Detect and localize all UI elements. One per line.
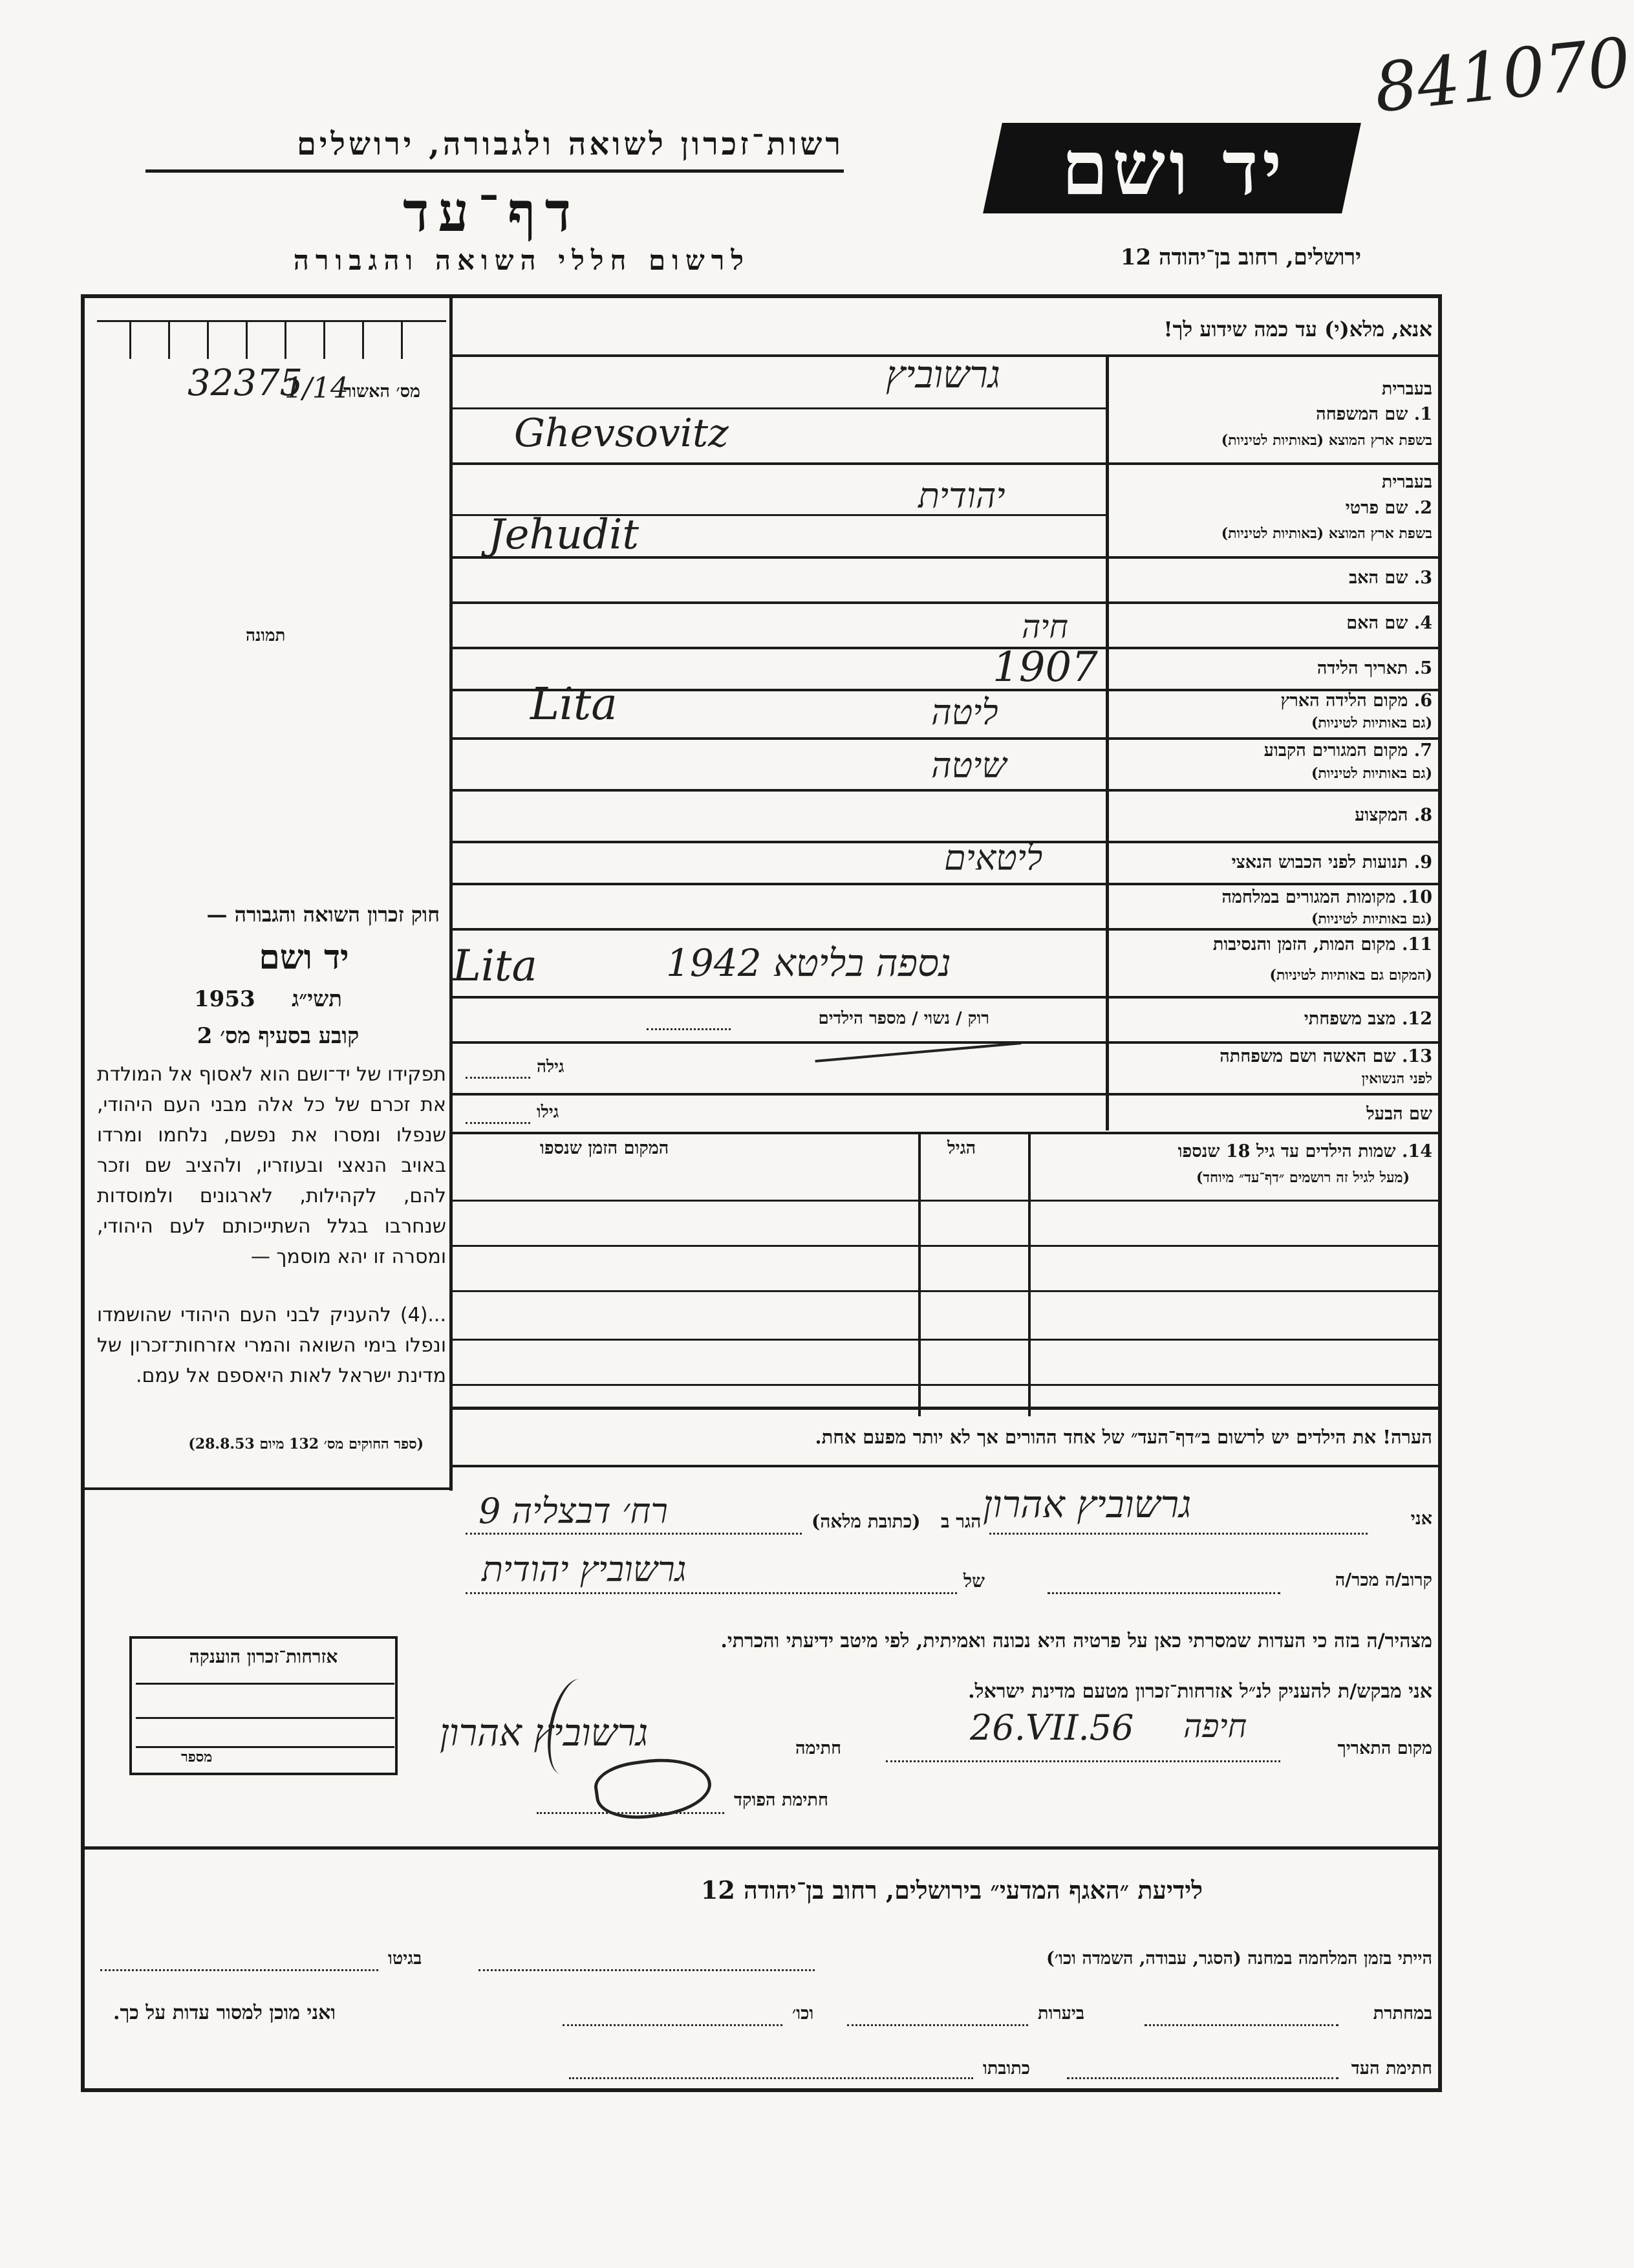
field-12-label: 12. מצב משפחתי — [1304, 1009, 1432, 1029]
husband-age-label: גילו — [537, 1103, 559, 1122]
law-title: חוק זכרון השואה והגבורה — — [206, 902, 440, 927]
number-grid-tick — [323, 320, 325, 359]
field-4-label: 4. שם האם — [1346, 613, 1432, 633]
declarant-resides-label: הגר ב — [941, 1511, 982, 1532]
place-date-line — [886, 1760, 1280, 1762]
declarant-address-label: (כתובת מלאה) — [812, 1511, 921, 1532]
movements: ליטאים — [944, 837, 1043, 878]
row-line — [453, 1132, 1442, 1134]
row-line — [453, 996, 1442, 999]
number-grid-tick — [285, 320, 286, 359]
witness-signature-line — [1067, 2077, 1338, 2079]
citizenship-title: אזרחות־זכרון הוענקה — [189, 1646, 338, 1667]
bottom-section-top-line — [81, 1846, 1442, 1850]
children-place-header: המקום הזמן שנספו — [540, 1138, 669, 1158]
underground-line — [1145, 2024, 1338, 2026]
camp-label: הייתי בזמן המלחמה במחנה (הסגר, עבודה, השמדה וכו׳) — [1046, 1949, 1432, 1969]
declarant-i-label: אני — [1410, 1509, 1432, 1529]
certificate-label: מס׳ האשור — [343, 382, 420, 402]
of-line — [466, 1592, 957, 1594]
death-place-latin: Lita — [453, 941, 537, 991]
declarant-address-line — [466, 1533, 802, 1535]
field-2-sub: בשפת ארץ המוצא (באותיות לטיניות) — [1221, 525, 1432, 542]
citizenship-number-label: מספר — [181, 1749, 213, 1766]
wife-age-line — [466, 1077, 530, 1079]
law-name: יד ושם — [259, 938, 349, 977]
citizenship-line — [136, 1683, 394, 1685]
number-grid-tick — [168, 320, 170, 359]
field-3-label: 3. שם האב — [1349, 568, 1432, 588]
declarant-i-line — [989, 1533, 1368, 1535]
archive-number: 841070 — [1370, 22, 1634, 128]
law-footnote: (ספר החוקים מס׳ 132 מיום 28.8.53) — [188, 1436, 424, 1453]
number-grid-tick — [207, 320, 209, 359]
number-grid-tick — [246, 320, 248, 359]
surname-latin: Ghevsovitz — [514, 411, 729, 456]
hebrew-tag-1: בעברית — [1381, 379, 1432, 399]
row-line — [453, 883, 1442, 885]
number-grid-tick — [362, 320, 364, 359]
row-line — [453, 928, 1442, 931]
citizenship-line — [136, 1717, 394, 1719]
officer-line — [537, 1812, 724, 1814]
place-date-label: מקום התאריך — [1337, 1738, 1432, 1758]
etc-line — [563, 2024, 782, 2026]
certificate-suffix: 1/14 — [285, 372, 349, 405]
children-label: 14. שמות הילדים עד גיל 18 שנספו — [1177, 1141, 1432, 1161]
bottom-title: לידיעת ״האגף המדעי״ בירושלים, רחוב בן־יהודה 12 — [700, 1875, 1203, 1905]
law-year-heb: תשי״ג — [292, 986, 342, 1012]
field-2-label: 2. שם פרטי — [1345, 498, 1432, 518]
field-1-label: 1. שם המשפחה — [1316, 404, 1432, 424]
row-line — [453, 647, 1442, 649]
declarant-name: גרשוביץ אהרון — [983, 1482, 1192, 1526]
field-9-label: 9. תנועות לפני הכבוש הנאצי — [1231, 852, 1432, 872]
underground-label: במחתרת — [1373, 2003, 1432, 2024]
row-line — [453, 407, 1106, 409]
declarant-address: רח׳ דבצליה 9 — [478, 1491, 668, 1531]
authority-name: רשות־זכרון לשואה ולגבורה, ירושלים — [296, 126, 844, 162]
date-value: 26.VII.56 — [970, 1707, 1134, 1748]
field-11-label: 11. מקום המות, הזמן והנסיבות — [1212, 934, 1432, 955]
children-row-line — [453, 1290, 1442, 1292]
forests-line — [847, 2024, 1028, 2026]
marital-count-line — [647, 1028, 731, 1030]
note-top-line — [453, 1407, 1442, 1410]
law-text: תפקידו של יד־ושם הוא לאסוף אל המולדת את זכרם של כל אלה מבני העם היהודי, שנפלו ומסרו את נפשם, נלחמו ומרדו באויב הנאצי ובעוזריו, ולהציב שם וזכר להם, לקהילות, לארגונים ולמוסדות שנחרבו בגלל השתייכותם לעם היהודי, ומסרה זו יהא מוסמך — — [97, 1063, 446, 1268]
first-name-latin: Jehudit — [488, 511, 640, 559]
law-year: 1953 — [194, 986, 255, 1012]
ghetto-label: בגיטו — [388, 1949, 422, 1969]
request-text: אני מבקש/ת להעניק לנ״ל אזרחות־זכרון מטעם מדינת ישראל. — [968, 1680, 1432, 1703]
birth-place-hebrew: ליטה — [931, 692, 998, 733]
number-grid-line — [97, 320, 446, 322]
note-bottom-line — [453, 1465, 1442, 1467]
place-value: חיפה — [1183, 1707, 1247, 1745]
row-line — [453, 737, 1442, 740]
row-line — [453, 1093, 1442, 1096]
birth-date: 1907 — [993, 643, 1098, 691]
field-11-sub: (המקום גם באותיות לטיניות) — [1269, 967, 1432, 984]
row-line — [453, 601, 1442, 604]
children-row-line — [453, 1245, 1442, 1247]
witness-signature-label: חתימת העד — [1351, 2058, 1432, 2079]
row-line — [453, 1041, 1442, 1044]
camp-line — [478, 1969, 815, 1971]
first-name-hebrew: יהודית — [918, 475, 1005, 516]
field-7-sub: (גם באותיות לטיניות) — [1311, 765, 1432, 782]
officer-signature-label: חתימת הפוקד — [734, 1790, 828, 1810]
law-clause: קובע בסעיף מס׳ 2 — [197, 1023, 360, 1049]
declaration-text: מצהיר/ה בזה כי העדות שמסרתי כאן על פרטיה היא נכונה ואמיתית, לפי מיטב ידיעתי והכרתי. — [720, 1630, 1432, 1652]
relation-line — [1048, 1592, 1280, 1594]
testimony-label: ואני מוכן למסור עדות על כך. — [113, 2002, 336, 2024]
witness-address-label: כתובתו — [983, 2058, 1030, 2079]
field-6-sub: (גם באותיות לטיניות) — [1311, 715, 1432, 731]
field-7-label: 7. מקום המגורים הקבוע — [1263, 740, 1432, 761]
field-6-label: 6. מקום הלידה הארץ — [1280, 691, 1432, 711]
field-13-label: 13. שם האשה ושם משפחתה — [1220, 1046, 1432, 1066]
relation-label: קרוב/ה מכר/ה — [1335, 1570, 1432, 1590]
field-13-sub: לפני הנשואין — [1361, 1070, 1432, 1087]
field-10-sub: (גם באותיות לטיניות) — [1311, 911, 1432, 927]
hebrew-tag-2: בעברית — [1381, 472, 1432, 492]
birth-place-latin: Lita — [530, 679, 618, 730]
children-col-divider-1 — [918, 1132, 921, 1416]
logo-text: יד ושם — [1061, 124, 1286, 212]
residence: שיטה — [931, 745, 1007, 786]
children-col-divider-2 — [1028, 1132, 1031, 1416]
citizenship-line — [136, 1746, 394, 1748]
form-title: דף־עד — [402, 180, 580, 244]
law-clause4: ...(4) להעניק לבני העם היהודי שהושמדו ונפלו בימי השואה והמרי אזרחות־זכרון של מדינת ישראל לאות היאספם אל עמם. — [97, 1304, 446, 1387]
etc-label: וכו׳ — [792, 2003, 814, 2024]
number-grid-tick — [129, 320, 131, 359]
signature-label: חתימה — [795, 1738, 842, 1758]
wife-age-label: גילה — [537, 1057, 564, 1077]
death-place-hebrew: נספה בליטא 1942 — [666, 941, 951, 985]
children-row-line — [453, 1200, 1442, 1202]
witness-address-line — [569, 2077, 973, 2079]
of-value: גרשוביץ יהודית — [482, 1549, 687, 1590]
mother-name: חיה — [1022, 608, 1068, 645]
field-5-label: 5. תאריך הלידה — [1317, 658, 1432, 678]
husband-label: שם הבעל — [1366, 1104, 1432, 1124]
signature-value: גרשוביץ אהרון — [440, 1711, 649, 1755]
law-box-right — [449, 1403, 453, 1491]
children-sub: (מעל לגיל זה רושמים ״דף־עד״ מיוחד) — [1196, 1169, 1410, 1186]
row-line — [453, 789, 1442, 792]
children-row-line — [453, 1339, 1442, 1341]
left-column-divider — [449, 294, 453, 1407]
certificate-number: 32375 — [188, 362, 303, 404]
field-1-sub: בשפת ארץ המוצא (באותיות לטיניות) — [1221, 432, 1432, 449]
number-grid-tick — [401, 320, 403, 359]
form-subtitle: לרשום חללי השואה והגבורה — [293, 244, 750, 276]
of-label: של — [963, 1570, 985, 1592]
intro-instruction: אנא, מלא(י) עד כמה שידוע לך! — [1163, 317, 1432, 341]
field-8-label: 8. המקצוע — [1355, 805, 1432, 825]
children-age-header: הגיל — [947, 1138, 976, 1158]
ghetto-line — [100, 1969, 378, 1971]
row-line — [453, 462, 1442, 465]
surname-hebrew: גרשוביץ — [886, 352, 1000, 396]
law-box-bottom — [81, 1487, 453, 1490]
label-column-divider — [1106, 354, 1109, 1130]
authority-underline — [145, 169, 844, 173]
forests-label: ביערות — [1038, 2003, 1085, 2024]
children-row-line — [453, 1384, 1442, 1386]
husband-age-line — [466, 1122, 530, 1124]
photo-label: תמונה — [246, 626, 286, 645]
marital-options: רוק / נשוי / מספר הילדים — [818, 1009, 989, 1028]
address: ירושלים, רחוב בן־יהודה 12 — [1120, 244, 1361, 270]
children-note: הערה! את הילדים יש לרשום ב״דף־העד״ של אחד ההורים אך לא יותר מפעם אחת. — [815, 1426, 1432, 1448]
field-10-label: 10. מקומות המגורים במלחמה — [1221, 887, 1432, 907]
